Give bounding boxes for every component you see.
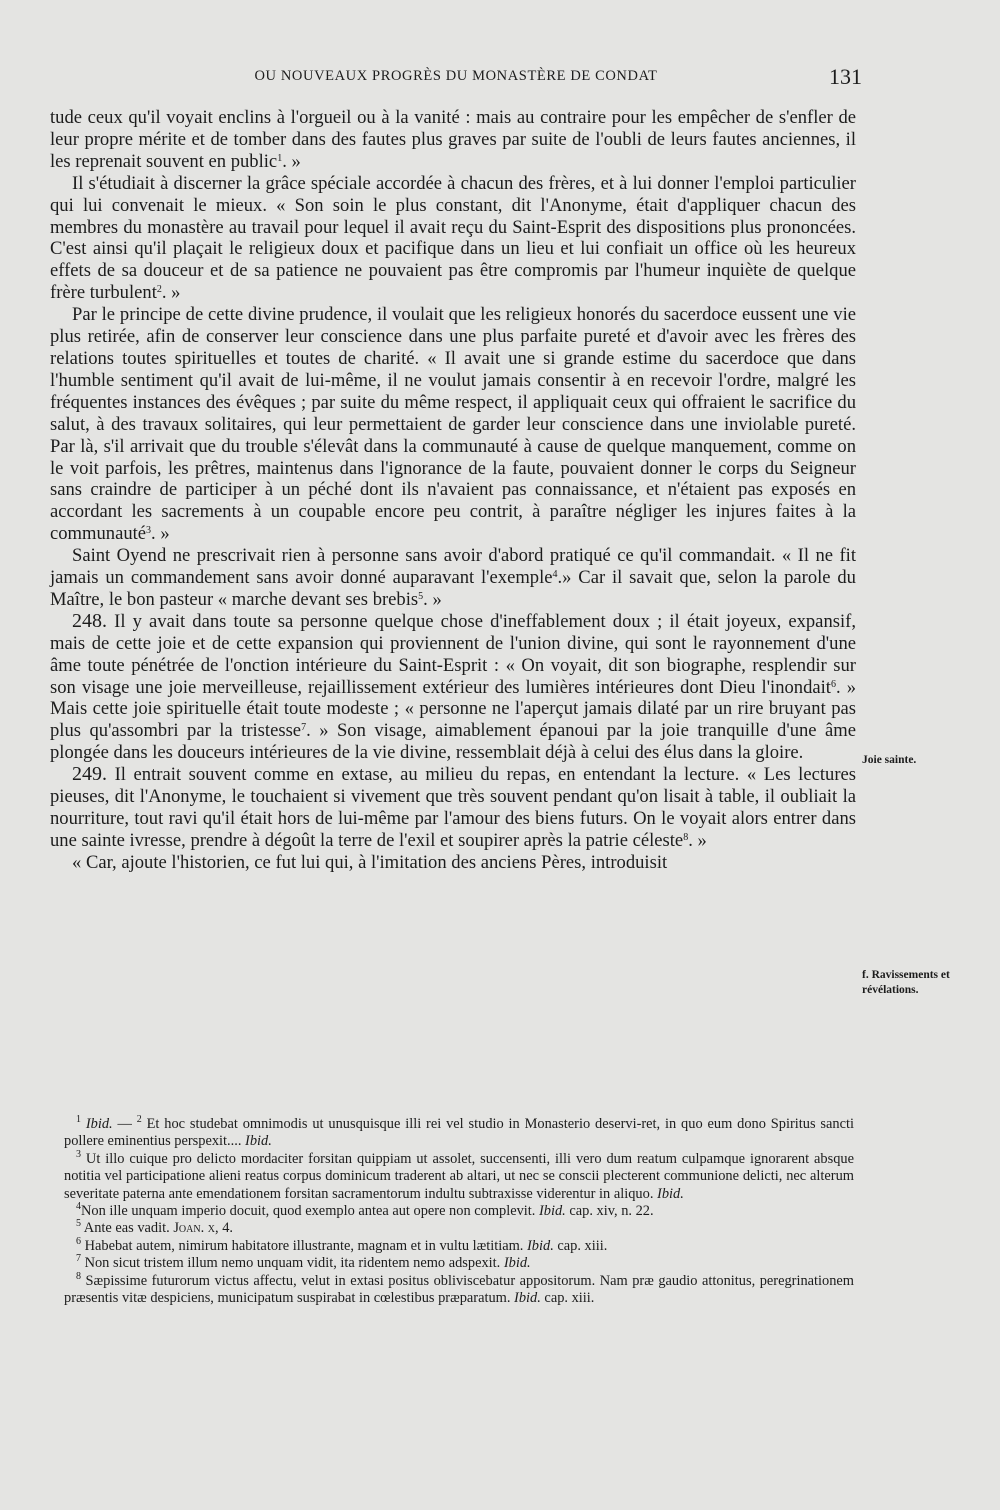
footnote-ref: 3 <box>146 525 152 537</box>
footnotes <box>64 1116 854 1307</box>
footnote-ref: 6 <box>830 678 836 690</box>
section-number: 248. <box>72 609 107 632</box>
footnote-5: $^5$ Ante eas vadit. Joan. x, 4. <box>76 1218 233 1237</box>
footnote-ref: 8 <box>683 831 689 843</box>
footnote-8: $^8$ Sæpissime futurorum victus affectu, velut in extasi positus obliviscebatur appositorum. Nam præ gaudio attonitus, peregrinationem præsentis vitæ despiciens, municipatum suspirabat in cœlestibus præparatum. Ibid. cap. xiii. <box>64 1270 854 1307</box>
page-number: 131 <box>829 64 862 89</box>
footnote-4: $^4$Non ille unquam imperio docuit, quod exemplo antea aut opere non complevit. Ibid. cap. xiv, n. 22. <box>76 1201 654 1220</box>
paragraph-continuation: tude ceux qu'il voyait enclins à l'orgueil ou à la vanité : mais au contraire pour les empêcher de s'enfler de leur propre mérite et de tomber dans des fautes plus graves par suite de l'oubli de leurs fautes anciennes, il les reprenait souvent en public$^1$. » <box>50 107 856 172</box>
footnote-ref: 7 <box>301 722 307 734</box>
footnote-ref: 4 <box>552 569 558 581</box>
paragraph: Il s'étudiait à discerner la grâce spéciale accordée à chacun des frères, et à lui donner l'emploi particulier qui lui convenait le mieux. « Son soin le plus constant, dit l'Anonyme, était d'appliquer chacun des membres du monastère au travail pour lequel il avait reçu du Saint-Esprit des dispositions plus prononcées. C'est ainsi qu'il plaçait le religieux doux et pacifique dans un lieu et lui confiait un office où les heureux effets de sa douceur et de sa patience ne pouvaient pas être compromis par l'humeur inquiète de quelque frère turbulent$^2$. » <box>50 172 856 304</box>
paragraph: Saint Oyend ne prescrivait rien à personne sans avoir d'abord pratiqué ce qu'il commandait. « Il ne fit jamais un commandement sans avoir donné auparavant l'exemple$^4$.» Car il savait que, selon la parole du Maître, le bon pasteur « marche devant ses brebis$^5$. » <box>50 545 856 610</box>
running-head <box>50 64 862 90</box>
paragraph-248: 248. Il y avait dans toute sa personne quelque chose d'ineffablement doux ; il était joyeux, expansif, mais de cette joie et de cette expansion qui proviennent de l'union divine, qui sont le rayonnement d'une âme toute pénétrée de l'onction intérieure du Saint-Esprit : « On voyait, dit son biographe, resplendir sur son visage une joie merveilleuse, rejaillissement extérieur des lumières intérieures dont Dieu l'inondait$^6$. » Mais cette joie spirituelle était toute modeste ; « personne ne l'aperçut jamais dilaté par un rire bruyant pas plus qu'assombri par la tristesse$^7$. » Son visage, aimablement épanoui par la joie tranquille d'une âme plongée dans les douceurs intérieures de la vie divine, ressemblait déjà à celui des élus dans la gloire. <box>50 609 856 764</box>
footnote-3: $^3$ Ut illo cuique pro delicto mordaciter forsitan quippiam ut assolet, succensenti, illi vero dum reatum culpamque ignorarent absque notitia vel participatione alieni reatus corpus dominicum traderent ab altari, ut nec se conscii plecterent communione delicti, nec alterum severitate paterna ante emendationem forsitan sacramentorum indultu subtraxisse viderentur in aliquo. Ibid. <box>64 1148 854 1202</box>
section-number: 249. <box>72 763 107 786</box>
paragraph-249: 249. Il entrait souvent comme en extase, au milieu du repas, en entendant la lecture. « Les lectures pieuses, dit l'Anonyme, le touchaient si vivement que très souvent pendant qu'on lisait à table, il oubliait la nourriture, tout ravi qu'il était hors de lui-même par l'amour des biens futurs. On le voyait alors entrer dans une sainte ivresse, prendre à dégoût la terre de l'exil et soupirer après la patrie céleste$^8$. » <box>50 763 856 851</box>
footnote-1-2: $^1$ Ibid. — $^2$ Et hoc studebat omnimodis ut unusquisque illi rei vel studio in Monasterio deservi-ret, in quo eum dono Spiritus sancti pollere eminentius perspexit.... Ibid. <box>64 1114 854 1150</box>
body-text <box>50 107 856 874</box>
footnote-7: $^7$ Non sicut tristem illum nemo unquam vidit, ita ridentem nemo adspexit. Ibid. <box>76 1253 531 1272</box>
footnote-6: $^6$ Habebat autem, nimirum habitatore illustrante, magnam et in vultu lætitiam. Ibid. cap. xiii. <box>76 1235 608 1254</box>
margin-note-joie: Joie sainte. <box>862 754 917 766</box>
footnote-ref: 1 <box>277 152 283 164</box>
paragraph: Par le principe de cette divine prudence, il voulait que les religieux honorés du sacerdoce eussent une vie plus retirée, afin de conserver leur conscience dans une plus parfaite pureté et d'avoir avec les frères des relations toutes spirituelles et toutes de charité. « Il avait une si grande estime du sacerdoce que dans l'humble sentiment qu'il avait de lui-même, il ne voulut jamais consentir à en recevoir l'ordre, malgré les fréquentes instances des évêques ; par suite du même respect, il appliquait ceux qui offraient le sacrifice du salut, à des travaux solitaires, qui leur permettaient de garder leur conscience dans une inviolable pureté. Par là, s'il arrivait que du trouble s'élevât dans la communauté à cause de quelque manquement, comme on le voit parfois, les prêtres, maintenus dans l'ignorance de la faute, pouvaient donner le corps du Seigneur sans craindre de participer à un péché dont ils n'avaient pas connaissance, et n'étaient pas exposés en accordant les sacrements à un coupable encore peu contrit, à paraître négliger les injures faites à la communauté$^3$. » <box>50 304 856 545</box>
paragraph: « Car, ajoute l'historien, ce fut lui qui, à l'imitation des anciens Pères, introduisit <box>72 851 668 873</box>
margin-note-ravissements: f. Ravissements et révélations. <box>862 969 950 996</box>
footnote-ref: 2 <box>156 284 162 296</box>
footnote-ref: 5 <box>418 590 424 602</box>
running-title: OU NOUVEAUX PROGRÈS DU MONASTÈRE DE CONDAT <box>254 68 658 84</box>
